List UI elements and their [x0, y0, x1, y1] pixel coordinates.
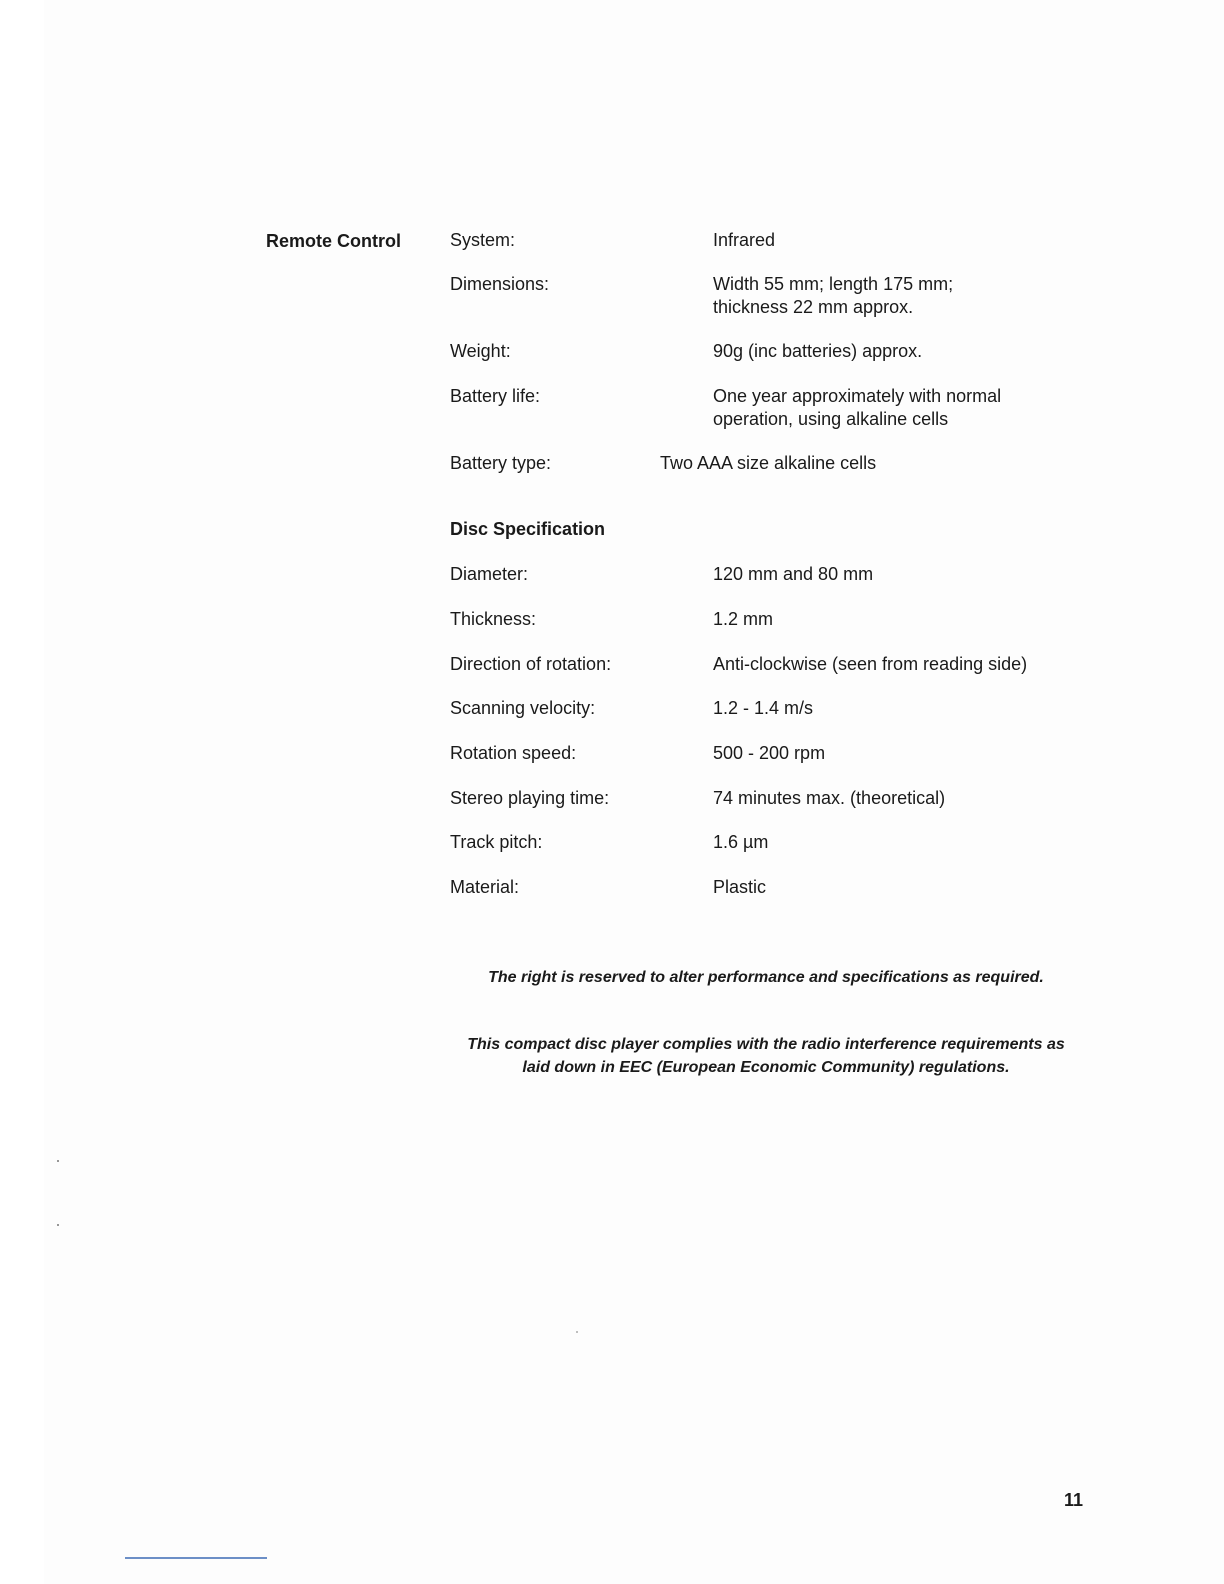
spec-label-material: Material:: [450, 877, 520, 897]
spec-value-battery-life-line1: One year approximately with normal: [713, 386, 1002, 406]
spec-label-weight: Weight:: [450, 341, 511, 361]
spec-value-dimensions: [713, 273, 1113, 319]
spec-value-rotation-speed: 500 - 200 rpm: [713, 743, 826, 763]
spec-value-diameter: 120 mm and 80 mm: [713, 564, 874, 584]
spec-label-scanning-velocity: Scanning velocity:: [450, 698, 596, 718]
spec-label-thickness: Thickness:: [450, 609, 537, 629]
spec-label-dimensions: Dimensions:: [450, 274, 550, 294]
spec-value-battery-life-line2: operation, using alkaline cells: [713, 409, 949, 429]
spec-value-battery-life: [713, 385, 1113, 431]
footer-rule: [125, 1557, 267, 1559]
compliance-note-line1: This compact disc player complies with the radio interference requirements as: [467, 1036, 1065, 1053]
spec-value-system: Infrared: [713, 230, 776, 250]
spec-label-track-pitch: Track pitch:: [450, 832, 543, 852]
disc-specification-heading: Disc Specification: [450, 519, 606, 539]
scan-speck: [57, 1160, 59, 1162]
spec-value-weight: 90g (inc batteries) approx.: [713, 341, 923, 361]
spec-label-stereo-playing-time: Stereo playing time:: [450, 788, 610, 808]
scan-speck: [576, 1331, 578, 1333]
spec-value-dimensions-line2: thickness 22 mm approx.: [713, 297, 914, 317]
spec-value-track-pitch: 1.6 µm: [713, 832, 769, 852]
spec-label-direction-of-rotation: Direction of rotation:: [450, 654, 612, 674]
page-edge: [0, 0, 44, 1584]
remote-control-heading: Remote Control: [266, 231, 401, 251]
page-number: 11: [1064, 1490, 1084, 1510]
compliance-note: [446, 1033, 1086, 1079]
spec-label-diameter: Diameter:: [450, 564, 529, 584]
spec-label-battery-life: Battery life:: [450, 386, 541, 406]
spec-label-battery-type: Battery type:: [450, 453, 552, 473]
spec-value-battery-type: Two AAA size alkaline cells: [660, 453, 877, 473]
reserved-rights-note: The right is reserved to alter performance and specifications as required.: [488, 969, 1044, 986]
spec-label-rotation-speed: Rotation speed:: [450, 743, 577, 763]
spec-value-material: Plastic: [713, 877, 767, 897]
compliance-note-line2: laid down in EEC (European Economic Community) regulations.: [522, 1059, 1010, 1076]
spec-value-direction-of-rotation: Anti-clockwise (seen from reading side): [713, 654, 1028, 674]
spec-value-scanning-velocity: 1.2 - 1.4 m/s: [713, 698, 814, 718]
spec-value-thickness: 1.2 mm: [713, 609, 774, 629]
spec-value-dimensions-line1: Width 55 mm; length 175 mm;: [713, 274, 954, 294]
spec-label-system: System:: [450, 230, 516, 250]
spec-value-stereo-playing-time: 74 minutes max. (theoretical): [713, 788, 946, 808]
scan-speck: [57, 1224, 59, 1226]
